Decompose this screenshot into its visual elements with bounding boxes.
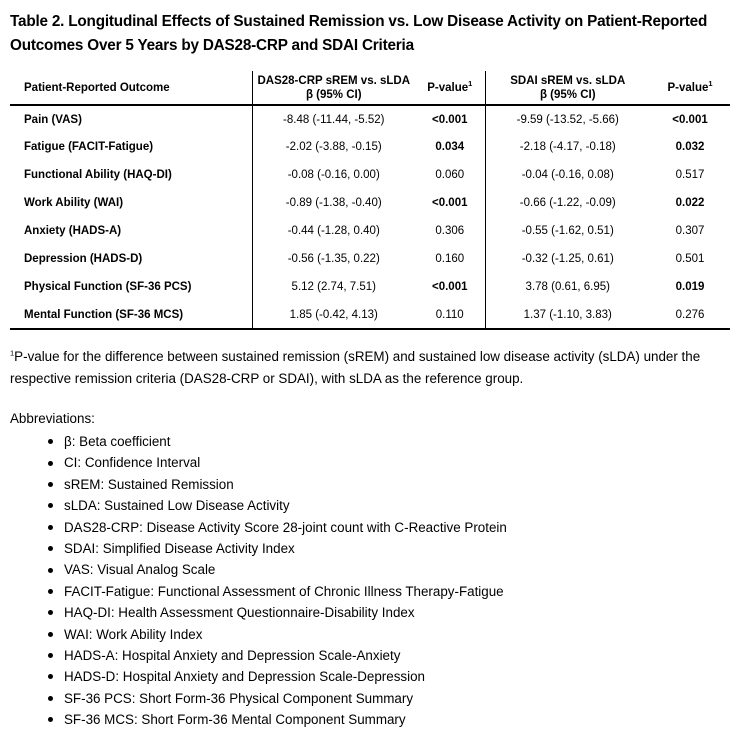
das28-beta-cell: 5.12 (2.74, 7.51) [252,273,415,301]
das28-pvalue-cell: <0.001 [432,197,468,209]
pvalue-label: P-value [427,81,469,94]
abbreviation-item [10,709,730,730]
pvalue-superscript: 1 [468,78,473,88]
abbreviation-text: HADS-A: Hospital Anxiety and Depression Scale-Anxiety [64,647,401,663]
table-title: Table 2. Longitudinal Effects of Sustained Remission vs. Low Disease Activity on Patient-Reported Outcomes Over 5 Years by DAS28-CRP and SDAI Criteria [10,13,708,54]
abbreviation-text: sLDA: Sustained Low Disease Activity [64,498,290,514]
das28-pvalue-cell: 0.034 [435,141,465,153]
das28-pvalue-cell: 0.306 [435,225,465,237]
sdai-pvalue-cell: 0.022 [675,197,705,209]
sdai-pvalue-cell: 0.032 [675,141,705,153]
abbreviation-item [10,688,730,709]
pvalue-label: P-value [667,81,709,94]
bullet-icon [48,439,53,444]
abbreviation-item [10,431,730,452]
header-das28-pvalue [415,71,485,105]
abbreviation-text: CI: Confidence Interval [64,455,201,471]
bullet-icon [48,632,53,637]
header-sdai-beta [485,71,650,105]
abbreviation-text: sREM: Sustained Remission [64,476,234,492]
sdai-pvalue-cell: 0.307 [675,225,705,237]
abbreviation-item [10,452,730,473]
das28-beta-cell: 1.85 (-0.42, 4.13) [252,301,415,329]
outcome-cell: Mental Function (SF-36 MCS) [24,308,184,321]
sdai-beta-cell: -0.04 (-0.16, 0.08) [485,161,650,189]
pvalue-superscript: 1 [708,78,713,88]
das28-pvalue-cell: <0.001 [432,113,468,126]
abbreviation-item [10,581,730,602]
das28-beta-cell: -0.08 (-0.16, 0.00) [252,161,415,189]
sdai-beta-cell: -0.55 (-1.62, 0.51) [485,217,650,245]
table-row [10,161,730,189]
abbreviations-list [10,431,730,730]
table-row [10,189,730,217]
abbreviation-item [10,624,730,645]
bullet-icon [48,482,53,487]
bullet-icon [48,503,53,508]
abbreviation-item [10,538,730,559]
bullet-icon [48,568,53,573]
abbreviation-text: SF-36 MCS: Short Form-36 Mental Component Summary [64,712,406,728]
header-sdai-line2: β (95% CI) [539,88,596,101]
table-row [10,301,730,329]
outcome-cell: Work Ability (WAI) [24,197,124,209]
table-row [10,273,730,301]
outcome-cell: Functional Ability (HAQ-DI) [24,169,172,181]
table-row [10,217,730,245]
sdai-beta-cell: 1.37 (-1.10, 3.83) [485,301,650,329]
abbreviation-text: β: Beta coefficient [64,434,171,449]
table-row [10,105,730,133]
abbreviation-item [10,559,730,580]
header-sdai-pvalue [650,71,730,105]
das28-beta-cell: -2.02 (-3.88, -0.15) [252,133,415,161]
table-body [10,105,730,329]
bullet-icon [48,696,53,701]
das28-pvalue-cell: 0.110 [435,308,464,321]
abbreviation-item [10,645,730,666]
outcome-cell: Pain (VAS) [24,113,82,126]
footnote-text: P-value for the difference between sustained remission (sREM) and sustained low disease activity (sLDA) under the respective remission criteria (DAS28-CRP or SDAI), with sLDA as the reference group. [10,349,701,386]
header-sdai-line1: SDAI sREM vs. sLDA [510,74,626,87]
abbreviation-text: DAS28-CRP: Disease Activity Score 28-joint count with C-Reactive Protein [64,519,507,535]
sdai-pvalue-cell: 0.019 [675,281,705,293]
header-outcome: Patient-Reported Outcome [10,71,252,105]
abbreviation-text: HAQ-DI: Health Assessment Questionnaire-Disability Index [64,605,415,621]
sdai-beta-cell: 3.78 (0.61, 6.95) [485,273,650,301]
outcome-cell: Fatigue (FACIT-Fatigue) [24,141,154,153]
das28-beta-cell: -8.48 (-11.44, -5.52) [252,105,415,133]
das28-beta-cell: -0.44 (-1.28, 0.40) [252,217,415,245]
sdai-beta-cell: -0.32 (-1.25, 0.61) [485,245,650,273]
das28-pvalue-cell: <0.001 [432,281,468,293]
bullet-icon [48,546,53,551]
outcome-cell: Physical Function (SF-36 PCS) [24,281,192,293]
abbreviation-item [10,602,730,623]
sdai-pvalue-cell: 0.501 [675,253,705,265]
outcome-cell: Anxiety (HADS-A) [24,225,122,237]
abbreviation-text: VAS: Visual Analog Scale [64,562,216,578]
results-table [10,71,730,330]
footnote-superscript: 1 [10,348,15,358]
sdai-beta-cell: -2.18 (-4.17, -0.18) [485,133,650,161]
table-row [10,245,730,273]
abbreviation-item [10,517,730,538]
sdai-beta-cell: -9.59 (-13.52, -5.66) [485,105,650,133]
abbreviation-item [10,474,730,495]
outcome-cell: Depression (HADS-D) [24,253,143,265]
sdai-pvalue-cell: 0.517 [675,169,705,181]
abbreviation-text: HADS-D: Hospital Anxiety and Depression Scale-Depression [64,669,425,685]
header-das28-line2: β (95% CI) [305,88,362,101]
abbreviation-text: FACIT-Fatigue: Functional Assessment of Chronic Illness Therapy-Fatigue [64,583,504,599]
header-row [10,71,730,105]
bullet-icon [48,589,53,594]
bullet-icon [48,525,53,530]
table-row [10,133,730,161]
abbreviations-label: Abbreviations: [10,411,95,426]
sdai-pvalue-cell: 0.276 [675,308,705,321]
sdai-beta-cell: -0.66 (-1.22, -0.09) [485,189,650,217]
das28-beta-cell: -0.89 (-1.38, -0.40) [252,189,415,217]
das28-pvalue-cell: 0.160 [435,253,465,265]
bullet-icon [48,653,53,658]
header-das28-beta [252,71,415,105]
abbreviation-item [10,666,730,687]
abbreviation-item [10,495,730,516]
bullet-icon [48,610,53,615]
bullet-icon [48,461,53,466]
abbreviation-text: WAI: Work Ability Index [64,626,203,642]
bullet-icon [48,717,53,722]
abbreviation-text: SDAI: Simplified Disease Activity Index [64,540,295,556]
header-das28-line1: DAS28-CRP sREM vs. sLDA [257,74,411,87]
abbreviation-text: SF-36 PCS: Short Form-36 Physical Component Summary [64,690,414,706]
sdai-pvalue-cell: <0.001 [672,113,708,126]
table-header [10,71,730,105]
table-footnote [10,346,730,389]
das28-pvalue-cell: 0.060 [435,169,465,181]
bullet-icon [48,674,53,679]
das28-beta-cell: -0.56 (-1.35, 0.22) [252,245,415,273]
